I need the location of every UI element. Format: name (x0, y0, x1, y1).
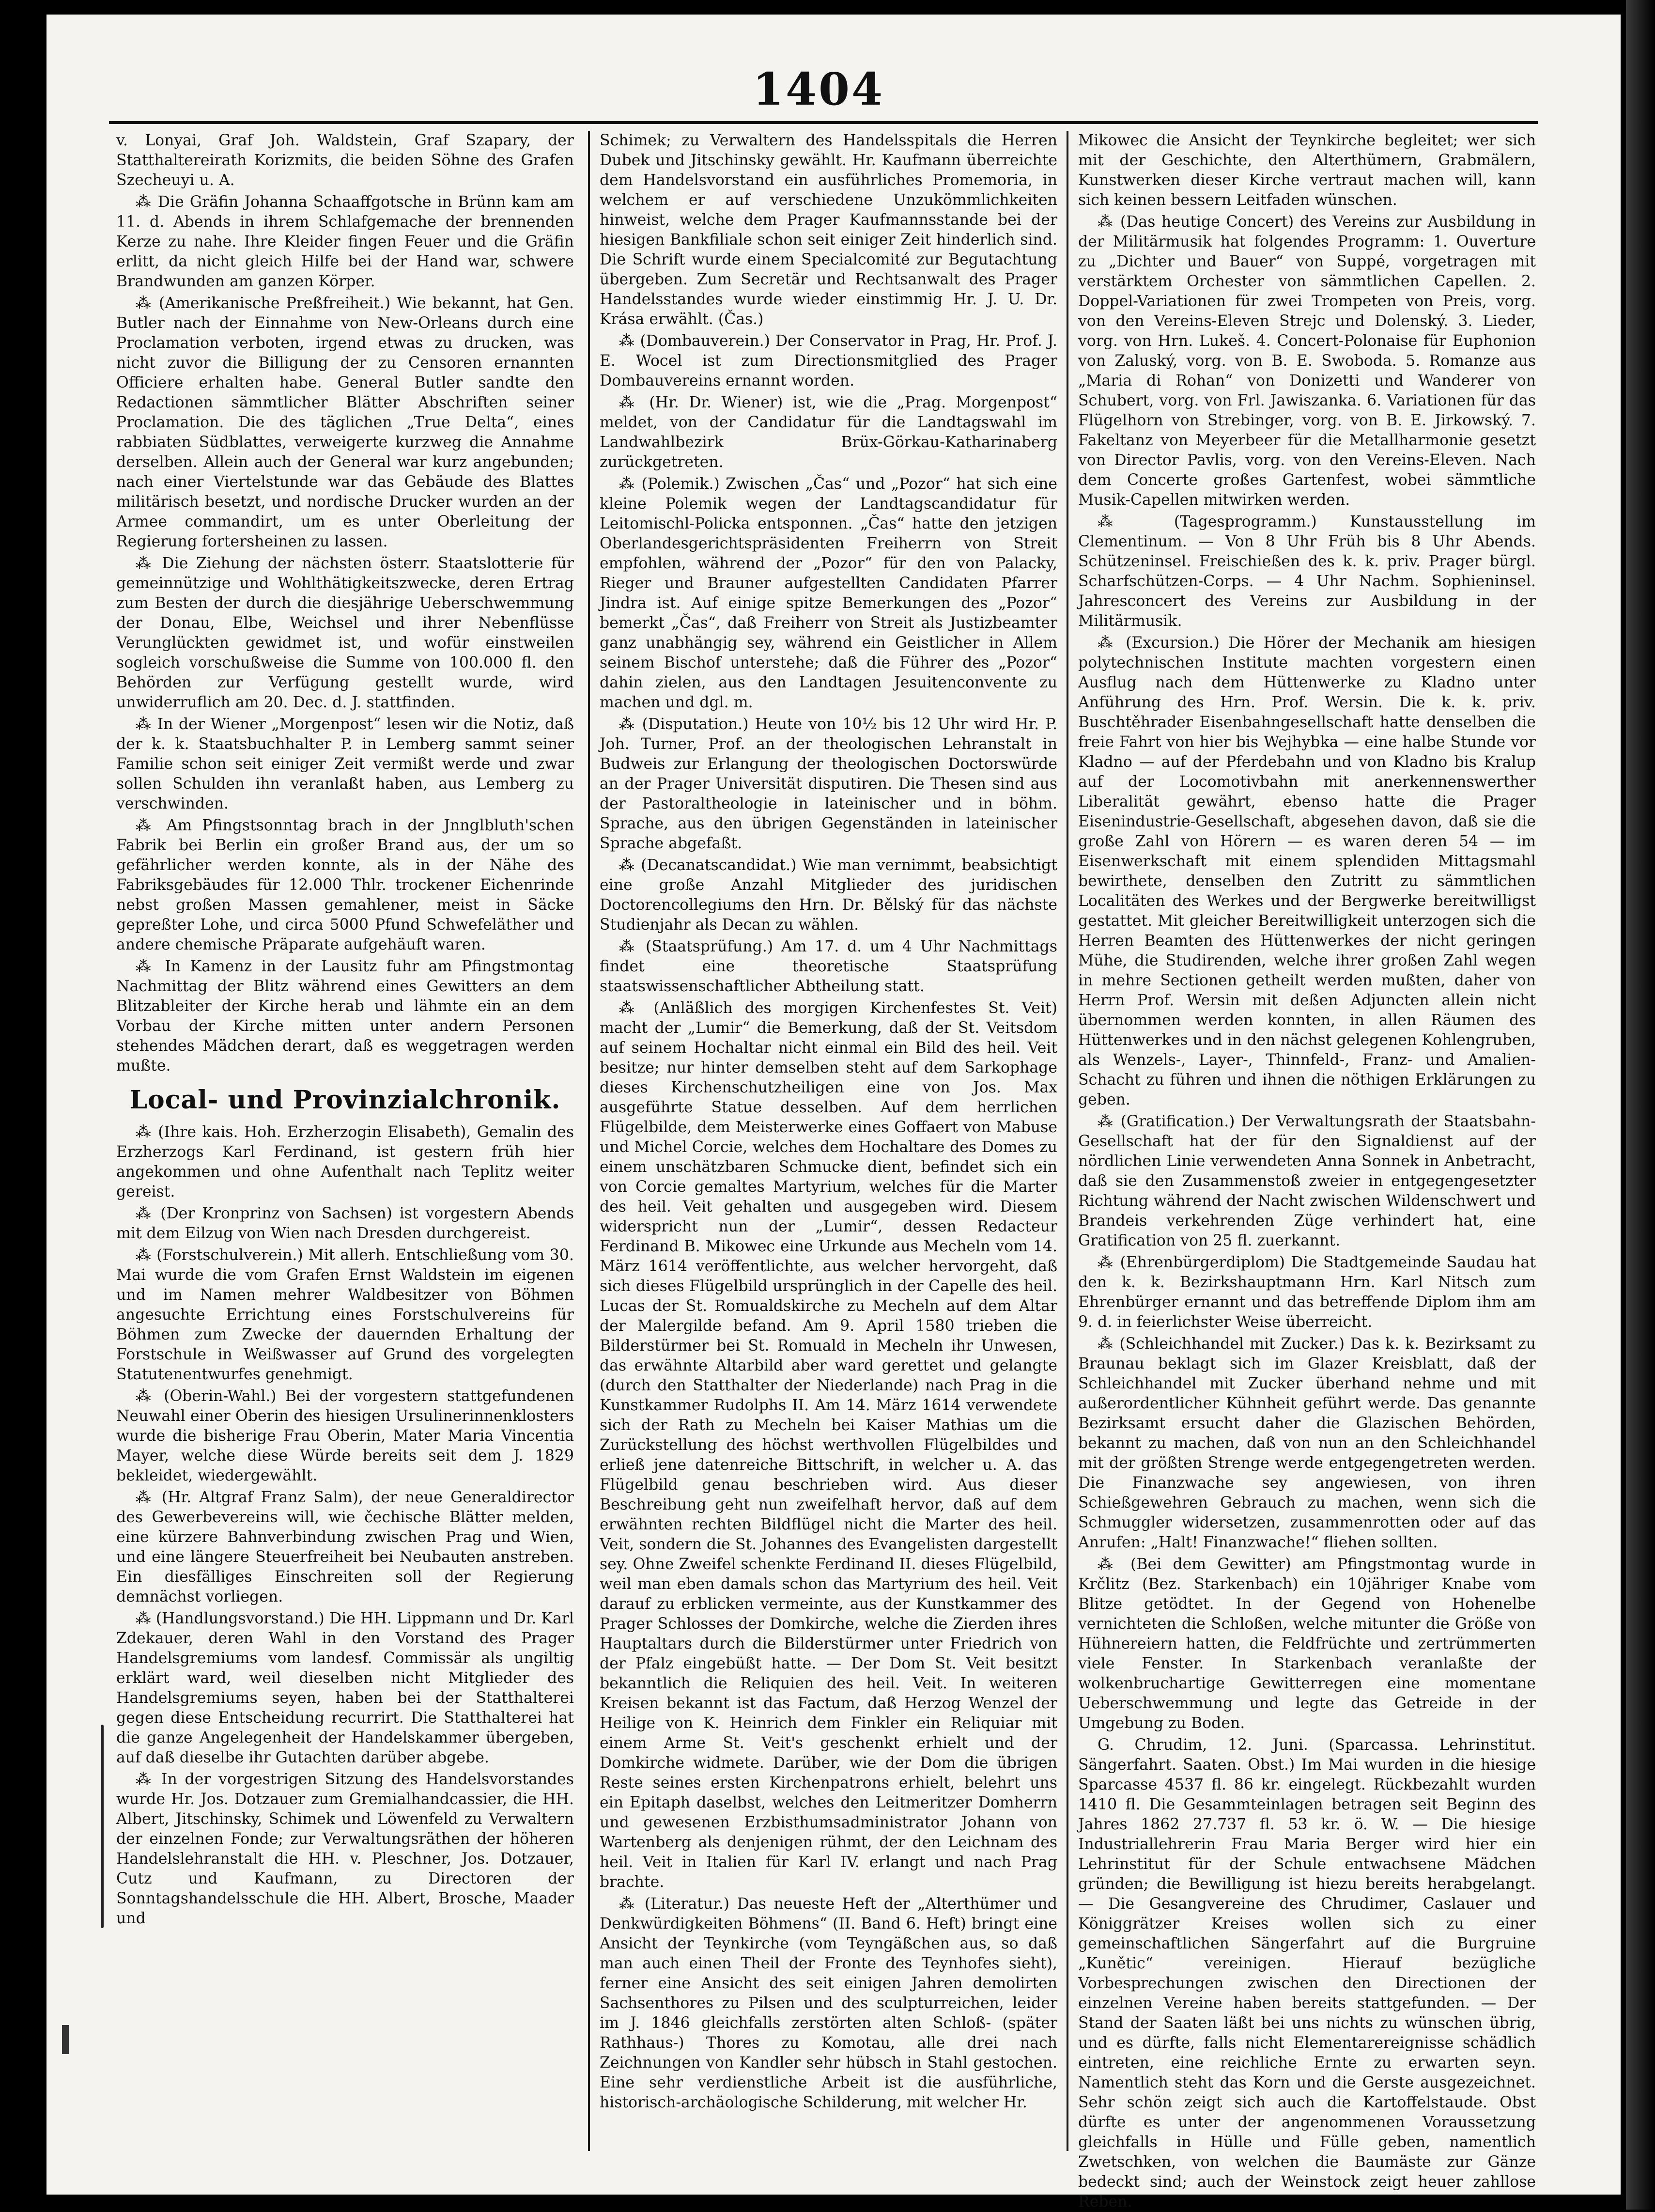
article-paragraph: ⁂ (Forstschulverein.) Mit allerh. Entschließung vom 30. Mai wurde die vom Grafen Ernst Waldstein im eigenen und im Namen mehrer Waldbesitzer von Böhmen angesuchte Errichtung eines Forstschulvereins für Böhmen zum Zwecke der dauernden Erhaltung der Forstschule in Weißwasser auf Grund des vorgelegten Statutenentwurfes genehmigt. (116, 1246, 574, 1383)
article-paragraph: ⁂ (Decanatscandidat.) Wie man vernimmt, beabsichtigt eine große Anzahl Mitglieder des juridischen Doctorencollegiums den Hrn. Dr. Bělský für das nächste Studienjahr als Decan zu wählen. (600, 857, 1057, 934)
text-column-3 (1078, 131, 1536, 2211)
column-divider (1067, 131, 1068, 2151)
article-paragraph: G. Chrudim, 12. Juni. (Sparcassa. Lehrinstitut. Sängerfahrt. Saaten. Obst.) Im Mai wurden in die hiesige Sparcasse 4537 fl. 86 kr. eingelegt. Rückbezahlt wurden 1410 fl. Die Gesammteinlagen betragen seit Beginn des Jahres 1862 27.737 fl. 53 kr. ö. W. — Die hiesige Industriallehrerin Frau Maria Berger wird hier ein Lehrinstitut für der Schule entwachsene Mädchen gründen; die Bewilligung ist hiezu bereits herabgelangt. — Die Gesangvereine des Chrudimer, Caslauer und Königgrätzer Kreises wollen sich zu einer gemeinschaftlichen Sängerfahrt auf die Burgruine „Kunětic“ vereinigen. Hierauf bezügliche Vorbesprechungen zwischen den Directionen der einzelnen Vereine haben bereits stattgefunden. — Der Stand der Saaten läßt bei uns nichts zu wünschen übrig, und es dürfte, falls nicht Elementarereignisse schädlich eintreten, eine reichliche Ernte zu erwarten seyn. Namentlich steht das Korn und die Gerste ausgezeichnet. Sehr schön zeigt sich auch die Kartoffelstaude. Obst dürfte es unter der angenommenen Voraussetzung gleichfalls in Hülle und Fülle geben, namentlich Zwetschken, von welchen die Baumäste zur Gänze bedeckt sind; auch der Weinstock zeigt heuer zahllose Reben. (1078, 1736, 1536, 2211)
text-column-1 (116, 131, 574, 2175)
margin-mark (62, 2025, 69, 2054)
article-paragraph: ⁂ In der Wiener „Morgenpost“ lesen wir die Notiz, daß der k. k. Staatsbuchhalter P. in Lemberg sammt seiner Familie schon seit einiger Zeit vermißt werde und zwar sollen Schulden ihn veranlaßt haben, aus Lemberg zu verschwinden. (116, 716, 574, 812)
article-paragraph: ⁂ (Bei dem Gewitter) am Pfingstmontag wurde in Krčlitz (Bez. Starkenbach) ein 10jähriger Knabe vom Blitze getödtet. In der Gegend von Hohenelbe vernichteten die Schloßen, welche mitunter die Größe von Hühnereiern hatten, die Feldfrüchte und zertrümmerten viele Fenster. In Starkenbach veranlaßte der wolkenbruchartige Gewitterregen eine momentane Ueberschwemmung und legte das Getreide in der Umgebung zu Boden. (1078, 1556, 1536, 1732)
article-paragraph: ⁂ (Disputation.) Heute von 10½ bis 12 Uhr wird Hr. P. Joh. Turner, Prof. an der theologischen Lehranstalt in Budweis zur Erlangung der theologischen Doctorswürde an der Prager Universität disputiren. Die Thesen sind aus der Pastoraltheologie in lateinischer und in böhm. Sprache, aus den übrigen Gegenständen in lateinischer Sprache abgefaßt. (600, 716, 1057, 852)
article-paragraph: ⁂ Am Pfingstsonntag brach in der Jnnglbluth'schen Fabrik bei Berlin ein großer Brand aus, der um so gefährlicher werden konnte, als in der Nähe des Fabriksgebäudes für 12.000 Thlr. trockener Eichenrinde nebst großen Massen gemahlener, meist in Säcke gepreßter Lohe, und circa 5000 Pfund Schwefeläther und andere chemische Präparate aufgehäuft waren. (116, 817, 574, 953)
article-paragraph: Mikowec die Ansicht der Teynkirche begleitet; wer sich mit der Geschichte, den Alterthümern, Grabmälern, Kunstwerken dieser Kirche vertraut machen will, kann sich keinen bessern Leitfaden wünschen. (1078, 132, 1536, 209)
article-paragraph: ⁂ Die Gräfin Johanna Schaaffgotsche in Brünn kam am 11. d. Abends in ihrem Schlafgemache der brennenden Kerze zu nahe. Ihre Kleider fingen Feuer und die Gräfin erlitt, da nicht gleich Hilfe bei der Hand war, schwere Brandwunden am ganzen Körper. (116, 193, 574, 290)
page-edge-shadow (1626, 0, 1655, 2210)
article-paragraph: ⁂ (Polemik.) Zwischen „Čas“ und „Pozor“ hat sich eine kleine Polemik wegen der Landtagscandidatur für Leitomischl-Policka entsponnen. „Čas“ hatte den jetzigen Oberlandesgerichtspräsidenten Freiherrn von Streit empfohlen, während der „Pozor“ für den von Palacky, Rieger und Brauner aufgestellten Candidaten Pfarrer Jindra ist. Auf einige spitze Bemerkungen des „Pozor“ bemerkt „Čas“, daß Freiherr von Streit als Justizbeamter ganz unabhängig sey, während ein Geistlicher in Allem seinem Bischof unterstehe; daß die Führer des „Pozor“ dahin zielen, aus den Landtagen Jesuitenconvente zu machen und dgl. m. (600, 475, 1057, 711)
margin-pencil-mark (101, 1725, 104, 1928)
article-paragraph: ⁂ (Ehrenbürgerdiplom) Die Stadtgemeinde Saudau hat den k. k. Bezirkshauptmann Hrn. Karl Nitsch zum Ehrenbürger ernannt und das betreffende Diplom ihm am 9. d. in feierlichster Weise überreicht. (1078, 1254, 1536, 1331)
page-number: 1404 (752, 63, 885, 115)
article-paragraph: ⁂ (Anläßlich des morgigen Kirchenfestes St. Veit) macht der „Lumir“ die Bemerkung, daß der St. Veitsdom auf seinem Hochaltar nicht einmal ein Bild des heil. Veit besitze; nur hinter demselben steht auf dem Sarkophage dieses Kirchenschutzheiligen eine von Jos. Max ausgeführte Statue desselben. Auf dem herrlichen Flügelbilde, dem Meisterwerke eines Goffaert von Mabuse und Michel Corcie, welches dem Hochaltare des Domes zu einem unschätzbaren Schmucke dient, befindet sich ein von Corcie gemaltes Martyrium, welches für die Marter des heil. Veit gehalten und ausgegeben wird. Diesem widerspricht nun der „Lumir“, dessen Redacteur Ferdinand B. Mikowec eine Urkunde aus Mecheln vom 14. März 1614 veröffentlichte, aus welcher hervorgeht, daß sich dieses Flügelbild ursprünglich in der Capelle des heil. Lucas der St. Romualdskirche zu Mecheln auf dem Altar der Malergilde befand. Am 9. April 1580 trieben die Bilderstürmer bei St. Romuald in Mecheln ihr Unwesen, das erwähnte Altarbild aber ward gerettet und gelangte (durch den Statthalter der Niederlande) nach Prag in die Kunstkammer Rudolphs II. Am 14. März 1614 verwendete sich der Rath zu Mecheln bei Kaiser Mathias um die Zurückstellung des höchst werthvollen Flügelbildes und erließ jene datenreiche Bittschrift, in welcher u. A. das Flügelbild genau beschrieben wird. Aus dieser Beschreibung geht nun zweifelhaft hervor, daß auf dem erwähnten rechten Bildflügel nicht die Marter des heil. Veit, sondern die St. Johannes des Evangelisten dargestellt sey. Ohne Zweifel schenkte Ferdinand II. dieses Flügelbild, weil man eben damals schon das Martyrium des heil. Veit darauf zu erblicken vermeinte, aus der Kunstkammer des Prager Schlosses der Domkirche, welche die Zierden ihres Hauptaltars durch die Bilderstürmer unter Friedrich von der Pfalz eingebüßt hatte. — Der Dom St. Veit besitzt bekanntlich die Reliquien des heil. Veit. In weiteren Kreisen bekannt ist das Factum, daß Herzog Wenzel der Heilige von K. Heinrich dem Finkler ein Reliquiar mit einem Arme St. Veit's geschenkt erhielt und der Domkirche widmete. Darüber, wie der Dom die übrigen Reste seines ersten Kirchenpatrons erhielt, belehrt uns ein Epitaph daselbst, welches den Leitmeritzer Domherrn und gewesenen Erzbisthumsadministrator Johann von Wartenberg als denjenigen rühmt, der den Leichnam des heil. Veit in Italien für Karl IV. erlangt und nach Prag brachte. (600, 999, 1057, 1891)
article-paragraph: Schimek; zu Verwaltern des Handelsspitals die Herren Dubek und Jitschinsky gewählt. Hr. Kaufmann überreichte dem Handelsvorstand ein ausführliches Promemoria, in welchem er auf verschiedene Unzukömmlichkeiten hinweist, welche dem Prager Kaufmannsstande bei der hiesigen Bankfiliale schon seit einiger Zeit hinderlich sind. Die Schrift wurde einem Specialcomité zur Begutachtung übergeben. Zum Secretär und Rechtsanwalt des Prager Handelsstandes wurde wieder einstimmig Hr. J. U. Dr. Krása erwählt. (Čas.) (600, 132, 1057, 328)
column-divider (588, 131, 590, 2151)
article-paragraph: ⁂ (Oberin-Wahl.) Bei der vorgestern stattgefundenen Neuwahl einer Oberin des hiesigen Ursulinerinnenklosters wurde die bisherige Frau Oberin, Mater Maria Vincentia Mayer, welche diese Würde bereits seit dem J. 1829 bekleidet, wiedergewählt. (116, 1387, 574, 1484)
article-paragraph: ⁂ In Kamenz in der Lausitz fuhr am Pfingstmontag Nachmittag der Blitz während eines Gewitters an dem Blitzableiter der Kirche herab und lähmte ein an dem Vorbau der Kirche mitten unter andern Personen stehendes Mädchen derart, daß es weggetragen werden mußte. (116, 958, 574, 1075)
text-column-2 (600, 131, 1057, 2175)
article-paragraph: ⁂ (Ihre kais. Hoh. Erzherzogin Elisabeth), Gemalin des Erzherzogs Karl Ferdinand, ist gestern früh hier angekommen und ohne Aufenthalt nach Teplitz weiter gereist. (116, 1123, 574, 1200)
article-paragraph: ⁂ (Staatsprüfung.) Am 17. d. um 4 Uhr Nachmittags findet eine theoretische Staatsprüfung staatswissenschaftlicher Abtheilung statt. (600, 938, 1057, 995)
article-paragraph: ⁂ (Hr. Dr. Wiener) ist, wie die „Prag. Morgenpost“ meldet, von der Candidatur für die Landtagswahl im Landwahlbezirk Brüx-Görkau-Katharinaberg zurückgetreten. (600, 394, 1057, 471)
article-paragraph: ⁂ In der vorgestrigen Sitzung des Handelsvorstandes wurde Hr. Jos. Dotzauer zum Gremialhandcassier, die HH. Albert, Jitschinsky, Schimek und Löwenfeld zu Verwaltern der einzelnen Fonde; zur Verwaltungsräthen der höheren Handelslehranstalt die HH. v. Pleschner, Jos. Dotzauer, Cutz und Kaufmann, zu Directoren der Sonntagshandelsschule die HH. Albert, Brosche, Maader und (116, 1771, 574, 1927)
article-paragraph: ⁂ (Das heutige Concert) des Vereins zur Ausbildung in der Militärmusik hat folgendes Programm: 1. Ouverture zu „Dichter und Bauer“ von Suppé, vorgetragen mit verstärktem Orchester von sämmtlichen Capellen. 2. Doppel-Variationen für zwei Trompeten von Preis, vorg. von den Vereins-Eleven Strejc und Dolenský. 3. Lieder, vorg. von Hrn. Lukeš. 4. Concert-Polonaise für Euphonion von Zaluský, vorg. von B. E. Swoboda. 5. Romanze aus „Maria di Rohan“ von Donizetti und Wanderer von Schubert, vorg. von Frl. Jawiszanka. 6. Variationen für das Flügelhorn von Strebinger, vorg. von B. E. Jirkowský. 7. Fakeltanz von Meyerbeer für die Metallharmonie gesetzt von Director Pavlis, vorg. von den Vereins-Eleven. Nach dem Concerte großes Gartenfest, wobei sämmtliche Musik-Capellen mitwirken werden. (1078, 213, 1536, 509)
article-paragraph: ⁂ (Dombauverein.) Der Conservator in Prag, Hr. Prof. J. E. Wocel ist zum Directionsmitglied des Prager Dombauvereins ernannt worden. (600, 332, 1057, 389)
article-paragraph: ⁂ Die Ziehung der nächsten österr. Staatslotterie für gemeinnützige und Wohlthätigkeitszwecke, deren Ertrag zum Besten der durch die diesjährige Ueberschwemmung der Donau, Elbe, Weichsel und ihrer Nebenflüsse Verunglückten gewidmet ist, und wofür einstweilen sogleich vorschußweise die Summe von 100.000 fl. den Behörden zur Verfügung gestellt wurde, wird unwiderruflich am 20. Dec. d. J. stattfinden. (116, 555, 574, 711)
article-paragraph: ⁂ (Der Kronprinz von Sachsen) ist vorgestern Abends mit dem Eilzug von Wien nach Dresden durchgereist. (116, 1205, 574, 1242)
article-paragraph: ⁂ (Literatur.) Das neueste Heft der „Alterthümer und Denkwürdigkeiten Böhmens“ (II. Band 6. Heft) bringt eine Ansicht der Teynkirche (vom Teyngäßchen aus, so daß man auch einen Theil der Fronte des Teynhofes sieht), ferner eine Ansicht des seit einigen Jahren demolirten Sachsenthores zu Pilsen und des sculpturreichen, leider im J. 1846 gleichfalls zerstörten alten Schloß- (später Rathhaus-) Thores zu Komotau, alle drei nach Zeichnungen von Kandler sehr hübsch in Stahl gestochen. Eine sehr verdienstliche Arbeit ist die ausführliche, historisch-archäologische Schilderung, mit welcher Hr. (600, 1895, 1057, 2111)
article-paragraph: ⁂ (Tagesprogramm.) Kunstausstellung im Clementinum. — Von 8 Uhr Früh bis 8 Uhr Abends. Schützeninsel. Freischießen des k. k. priv. Prager bürgl. Scharfschützen-Corps. — 4 Uhr Nachm. Sophieninsel. Jahresconcert des Vereins zur Ausbildung in der Militärmusik. (1078, 513, 1536, 630)
article-paragraph: ⁂ (Excursion.) Die Hörer der Mechanik am hiesigen polytechnischen Institute machten vorgestern einen Ausflug nach dem Hüttenwerke zu Kladno unter Anführung des Hrn. Prof. Wersin. Die k. k. priv. Buschtěhrader Eisenbahngesellschaft hatte denselben die freie Fahrt von hier bis Wejhybka — eine halbe Stunde vor Kladno — auf der Pferdebahn und von Kladno bis Kralup auf der Locomotivbahn mit anerkennenswerther Liberalität gewährt, ebenso hatte die Prager Eisenindustrie-Gesellschaft, abgesehen davon, daß sie die große Zahl von Hörern — es waren deren 54 — im Eisenwerkschaft mit einem splendiden Mittagsmahl bewirthete, denselben den Zutritt zu sämmtlichen Localitäten des Werkes und der Bergwerke bereitwilligst gestattet. Mit gleicher Bereitwilligkeit unterzogen sich die Herren Beamten des Hüttenwerkes der nicht geringen Mühe, die Studirenden, welche ihrer großen Zahl wegen in mehre Sectionen getheilt werden mußten, daher von Herrn Prof. Wersin mit deßen Adjuncten allein nicht übernommen werden konnten, in allen Räumen des Hüttenwerkes und in den nächst gelegenen Kohlengruben, als Wenzels-, Layer-, Thinnfeld-, Franz- und Amalien-Schacht zu führen und ihnen die nöthigen Erklärungen zu geben. (1078, 634, 1536, 1108)
article-paragraph: ⁂ (Amerikanische Preßfreiheit.) Wie bekannt, hat Gen. Butler nach der Einnahme von New-Orleans durch eine Proclamation verboten, irgend etwas zu drucken, was nicht zuvor die Billigung der zu Censoren ernannten Officiere erhalten habe. General Butler sandte den Redactionen sämmtlicher Blätter Abschriften seiner Proclamation. Die des täglichen „True Delta“, eines rabbiaten Südblattes, verweigerte kurzweg die Annahme derselben. Allein auch der General war kurz angebunden; nach einer Viertelstunde war das Gebäude des Blattes militärisch besetzt, und nordische Drucker wurden an der Armee commandirt, um es unter Oberleitung der Regierung fortersheinen zu lassen. (116, 295, 574, 550)
article-paragraph: ⁂ (Handlungsvorstand.) Die HH. Lippmann und Dr. Karl Zdekauer, deren Wahl in den Vorstand des Prager Handelsgremiums vom landesf. Commissär als ungiltig erklärt ward, weil dieselben nicht Mitglieder des Handelsgremiums seyen, haben bei der Statthalterei gegen diese Entscheidung recurrirt. Die Statthalterei hat die ganze Angelegenheit der Handelskammer übergeben, auf daß dieselbe ihr Gutachten darüber abgebe. (116, 1610, 574, 1766)
article-paragraph: ⁂ (Gratification.) Der Verwaltungsrath der Staatsbahn-Gesellschaft hat der für den Signaldienst auf der nördlichen Linie verwendeten Anna Sonnek in Anbetracht, daß sie den Zusammenstoß zweier in entgegengesetzter Richtung während der Nacht zwischen Wildenschwert und Brandeis verkehrenden Züge verhindert hat, eine Gratification von 25 fl. zuerkannt. (1078, 1113, 1536, 1249)
article-paragraph: v. Lonyai, Graf Joh. Waldstein, Graf Szapary, der Statthaltereirath Korizmits, die beiden Söhne des Grafen Szecheuyi u. A. (116, 132, 574, 189)
article-paragraph: ⁂ (Hr. Altgraf Franz Salm), der neue Generaldirector des Gewerbevereins will, wie čechische Blätter melden, eine kürzere Bahnverbindung zwischen Prag und Wien, und eine längere Steuerfreiheit bei Neubauten anstreben. Ein diesfälliges Einschreiten soll der Regierung demnächst vorliegen. (116, 1489, 574, 1605)
article-paragraph: ⁂ (Schleichhandel mit Zucker.) Das k. k. Bezirksamt zu Braunau beklagt sich im Glazer Kreisblatt, daß der Schleichhandel mit Zucker überhand nehme und mit außerordentlicher Kühnheit geführt werde. Das genannte Bezirksamt ersucht daher die Glazischen Behörden, bekannt zu machen, daß von nun an den Schleichhandel mit der größten Strenge werde entgegengetreten werden. Die Finanzwache sey angewiesen, von ihren Schießgewehren Gebrauch zu machen, wenn sich die Schmuggler widersetzen, zusammenrotten oder auf das Anrufen: „Halt! Finanzwache!“ fliehen sollten. (1078, 1335, 1536, 1551)
header-rule (109, 121, 1538, 124)
section-heading: Local- und Provinzialchronik. (129, 1085, 561, 1115)
